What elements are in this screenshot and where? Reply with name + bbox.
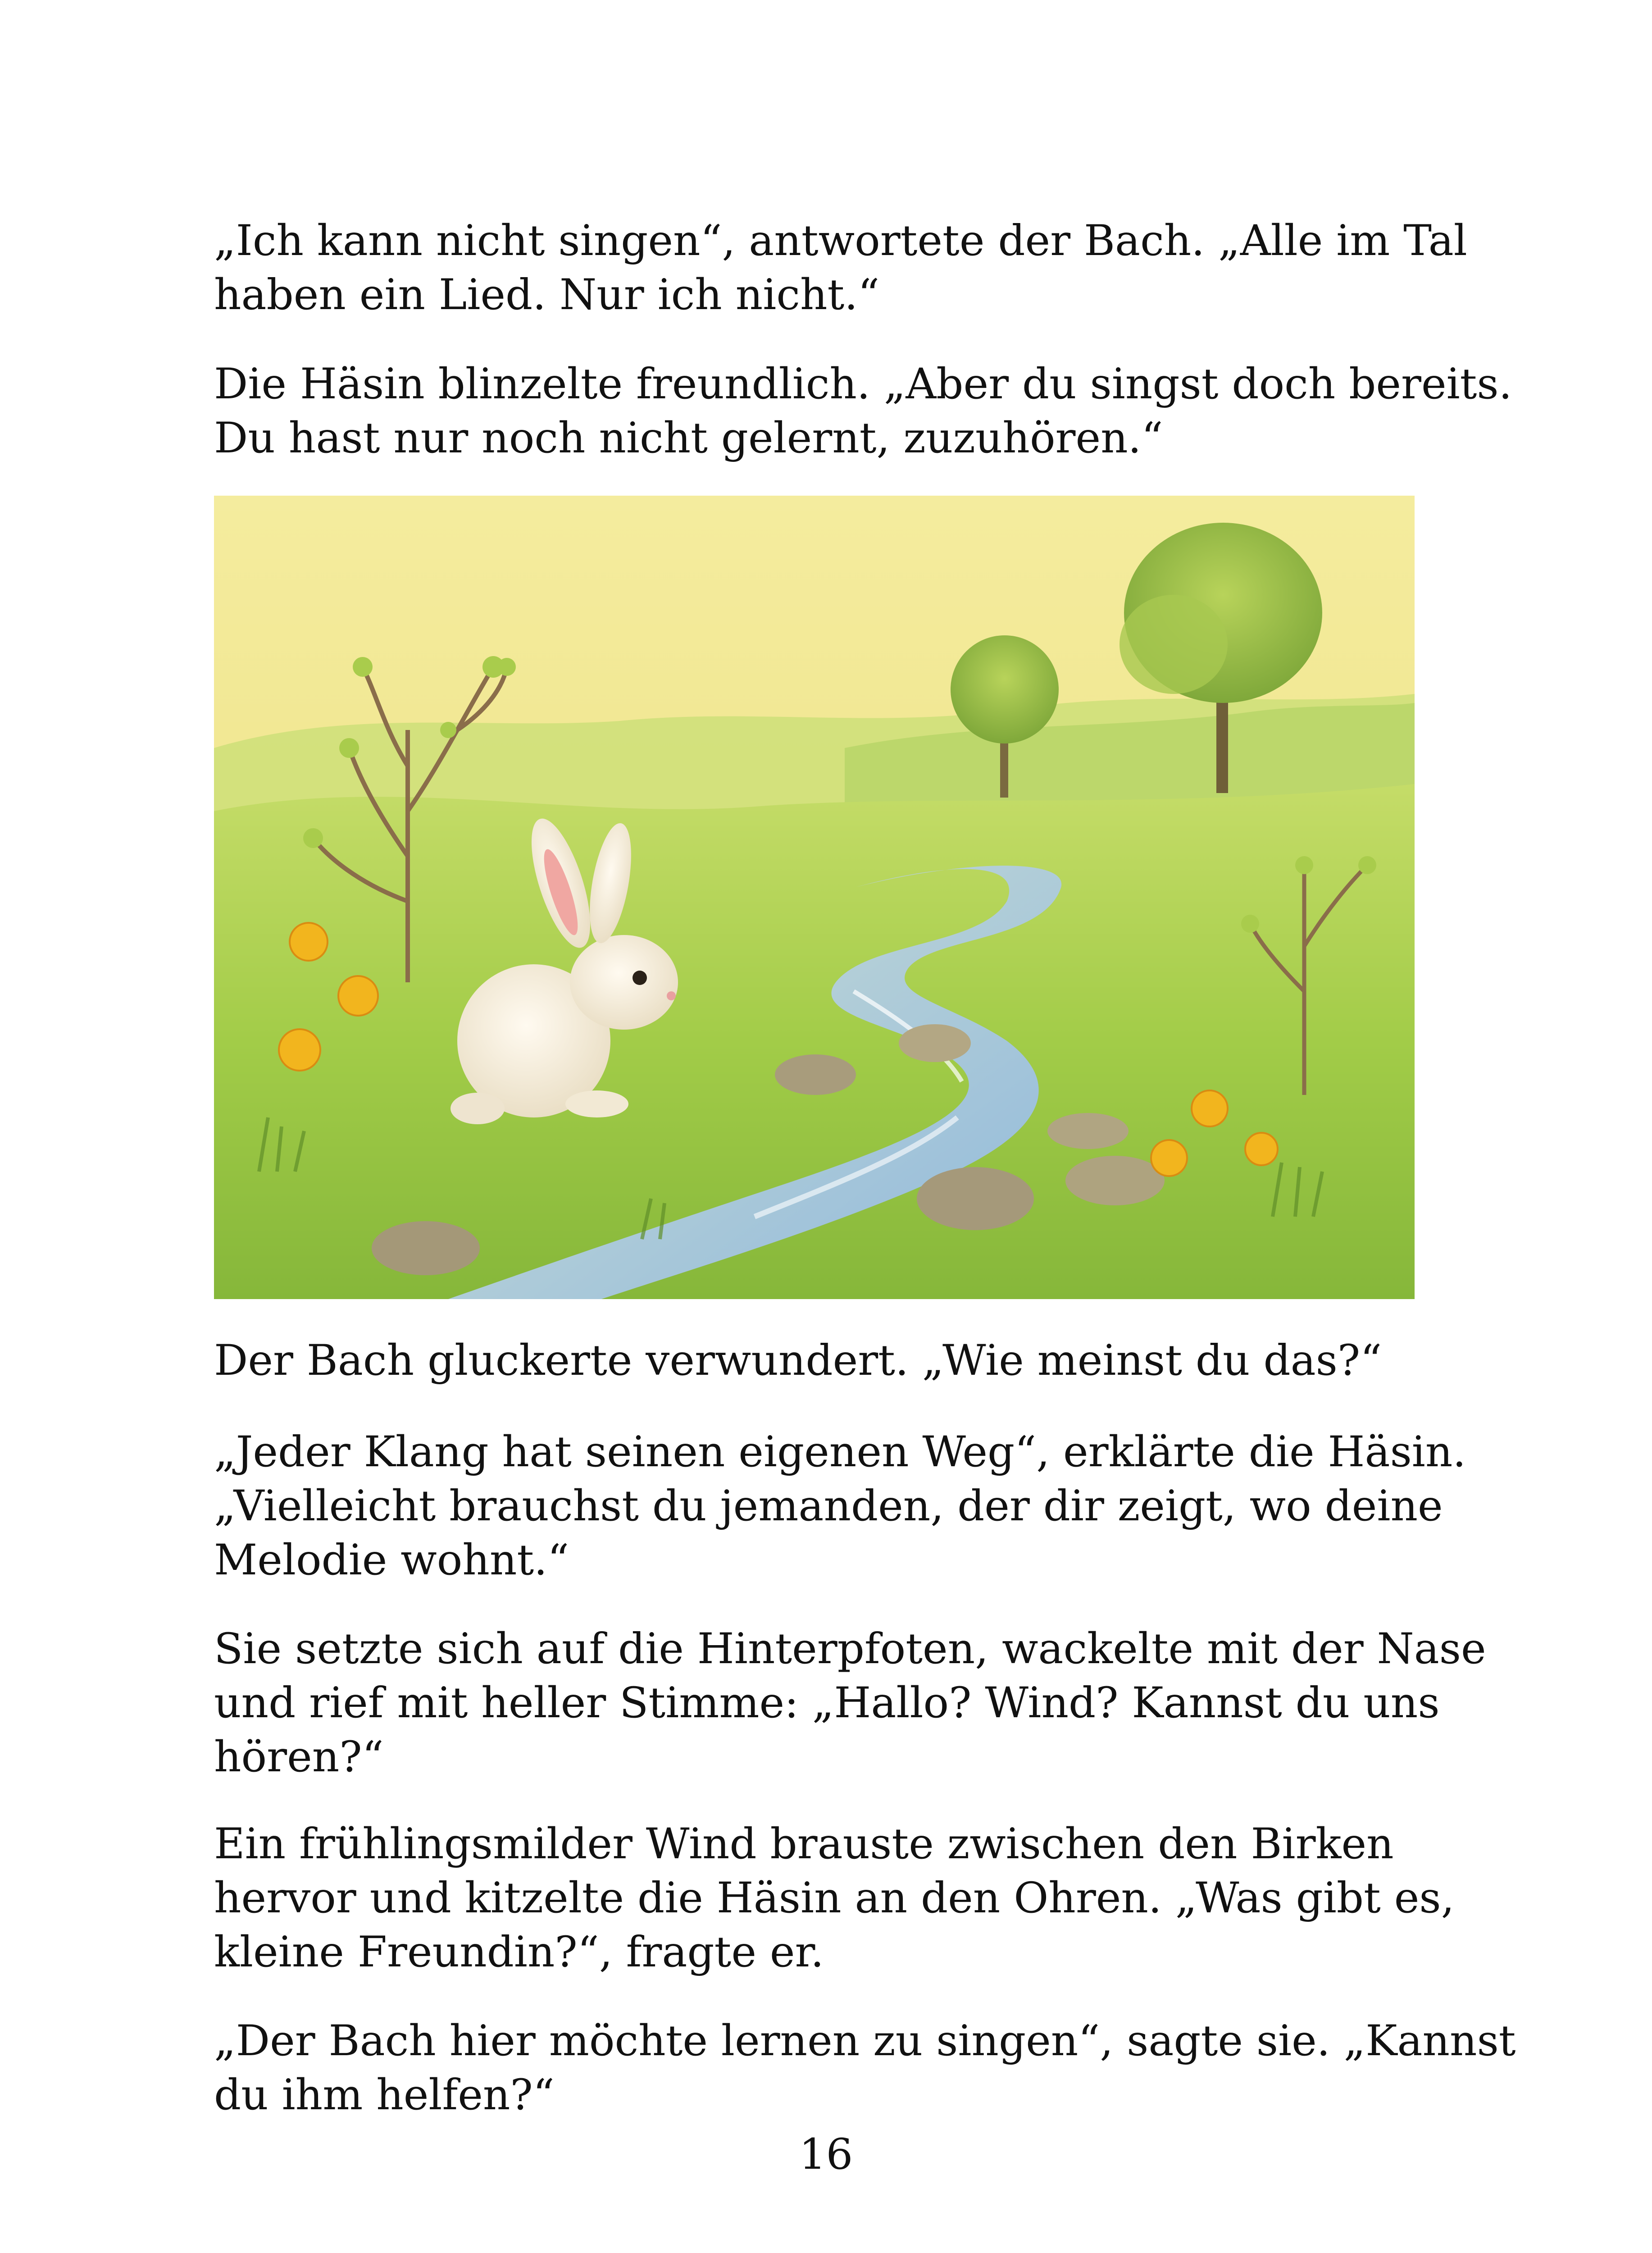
text-line: „Der Bach hier möchte lernen zu singen“, sagte sie. „Kannst bbox=[214, 2016, 1516, 2066]
text-line: „Ich kann nicht singen“, antwortete der Bach. „Alle im Tal bbox=[214, 216, 1467, 265]
text-line: hören?“ bbox=[214, 1733, 384, 1782]
paragraph bbox=[214, 1622, 1486, 1784]
text-line: Melodie wohnt.“ bbox=[214, 1536, 569, 1585]
text-line: kleine Freundin?“, fragte er. bbox=[214, 1928, 824, 1977]
text-line: Ein frühlingsmilder Wind brauste zwischen den Birken bbox=[214, 1820, 1394, 1869]
text-line: „Vielleicht brauchst du jemanden, der dir zeigt, wo deine bbox=[214, 1482, 1443, 1531]
page-number: 16 bbox=[799, 2130, 853, 2179]
text-line: Du hast nur noch nicht gelernt, zuzuhören.“ bbox=[214, 414, 1163, 463]
illustration-image bbox=[214, 496, 1415, 1299]
text-line: Sie setzte sich auf die Hinterpfoten, wackelte mit der Nase bbox=[214, 1624, 1486, 1674]
text-line: haben ein Lied. Nur ich nicht.“ bbox=[214, 270, 880, 319]
text-line: „Jeder Klang hat seinen eigenen Weg“, erklärte die Häsin. bbox=[214, 1428, 1466, 1477]
text-line: du ihm helfen?“ bbox=[214, 2071, 555, 2120]
text-line: und rief mit heller Stimme: „Hallo? Wind? Kannst du uns bbox=[214, 1678, 1440, 1728]
paragraph bbox=[214, 214, 1467, 322]
paragraph bbox=[214, 2014, 1516, 2122]
text-line: Der Bach gluckerte verwundert. „Wie meinst du das?“ bbox=[214, 1336, 1382, 1385]
paragraph bbox=[214, 1425, 1466, 1587]
text-line: Die Häsin blinzelte freundlich. „Aber du singst doch bereits. bbox=[214, 360, 1512, 409]
paragraph bbox=[214, 1817, 1457, 1979]
paragraph bbox=[214, 357, 1512, 465]
text-line: hervor und kitzelte die Häsin an den Ohren. „Was gibt es, bbox=[214, 1874, 1455, 1923]
paragraph bbox=[214, 1334, 1457, 1388]
illustration-rabbit-and-stream bbox=[214, 496, 1415, 1299]
